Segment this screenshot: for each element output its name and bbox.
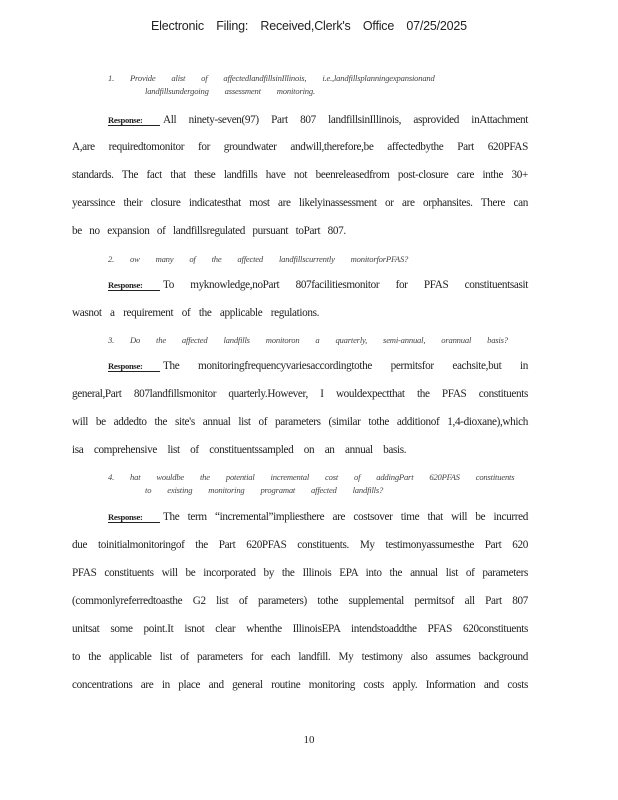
- response-2-line-2: wasnot a requirement of the applicable regulations.: [72, 307, 320, 319]
- response-label: Response:: [108, 280, 160, 291]
- response-3-line-1: Response: The monitoringfrequencyvariesaccordingtothe permitsfor eachsite,but in: [108, 360, 528, 372]
- response-2-line-1: Response: To myknowledge,noPart 807facilitiesmonitor for PFAS constituentsasit: [108, 279, 528, 291]
- question-1-line-1: 1. Provide alist of affectedlandfillsinIllinois, i.e.,landfillsplanningexpansionand: [108, 73, 435, 83]
- response-label: Response:: [108, 512, 160, 523]
- response-4-line-7: concentrations are in place and general routine monitoring costs apply. Information and costs: [72, 679, 528, 691]
- response-4-line-2: due toinitialmonitoringof the Part 620PFAS constituents. My testimonyassumesthe Part 620: [72, 539, 528, 551]
- question-3-line-1: 3. Do the affected landfills monitoron a quarterly, semi-annual, orannual basis?: [108, 335, 508, 345]
- response-1-line-3: standards. The fact that these landfills have not beenreleasedfrom post-closure care inthe 30+: [72, 169, 528, 181]
- response-1-line-2: A,are requiredtomonitor for groundwater andwill,therefore,be affectedbythe Part 620PFAS: [72, 141, 528, 153]
- response-4-line-4: (commonlyreferredtoasthe G2 list of parameters) tothe supplemental permitsof all Part 807: [72, 595, 528, 607]
- response-1-line-4: yearssince their closure indicatesthat most are likelyinassessment or are orphansites. There can: [72, 197, 528, 209]
- question-1-line-2: landfillsundergoing assessment monitoring.: [145, 86, 315, 96]
- question-3: [108, 334, 528, 347]
- question-1: [108, 72, 528, 98]
- response-1-line-1: Response: All ninety-seven(97) Part 807 landfillsinIllinois, asprovided inAttachment: [108, 114, 528, 126]
- response-4-line-6: to the applicable list of parameters for each landfill. My testimony also assumes background: [72, 651, 528, 663]
- response-3-line-2: general,Part 807landfillsmonitor quarterly.However, I wouldexpectthat the PFAS constituents: [72, 388, 528, 400]
- response-4-line-3: PFAS constituents will be incorporated by the Illinois EPA into the annual list of parameters: [72, 567, 528, 579]
- response-3-line-4: isa comprehensive list of constituentssampled on an annual basis.: [72, 444, 407, 456]
- response-1-line-5: be no expansion of landfillsregulated pursuant toPart 807.: [72, 225, 346, 237]
- response-label: Response:: [108, 361, 160, 372]
- response-4-line-5: unitsat some point.It isnot clear whenthe IllinoisEPA intendstoaddthe PFAS 620constituents: [72, 623, 528, 635]
- question-4-line-1: 4. hat wouldbe the potential incremental cost of addingPart 620PFAS constituents: [108, 472, 515, 482]
- response-3-line-3: will be addedto the site's annual list of parameters (similar tothe additionof 1,4-dioxane),which: [72, 416, 528, 428]
- question-2: [108, 253, 528, 266]
- page-number: 10: [303, 734, 315, 746]
- question-4: [108, 471, 528, 497]
- question-2-line-1: 2. ow many of the affected landfillscurrently monitorforPFAS?: [108, 254, 409, 264]
- question-4-line-2: to existing monitoring programat affected landfills?: [145, 485, 384, 495]
- filing-header: Electronic Filing: Received,Clerk's Office 07/25/2025: [151, 19, 467, 33]
- response-4-line-1: Response: The term “incremental”impliesthere are costsover time that will be incurred: [108, 511, 528, 523]
- response-label: Response:: [108, 115, 160, 126]
